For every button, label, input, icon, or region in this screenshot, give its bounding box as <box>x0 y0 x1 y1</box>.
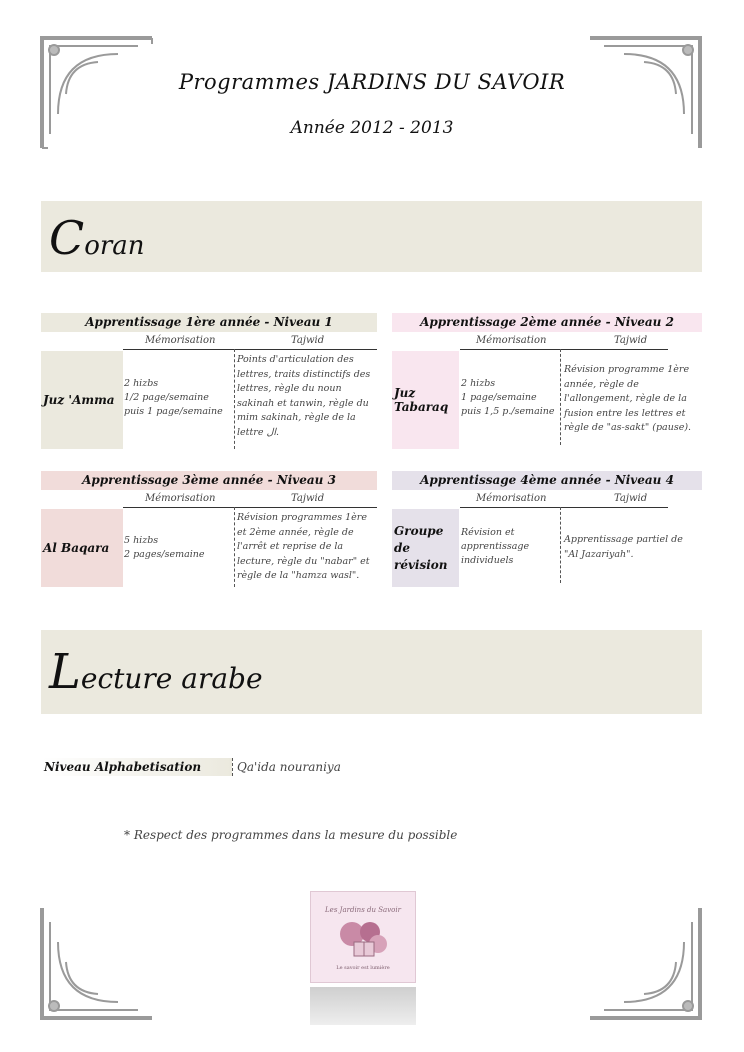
memorisation-text: Révision et apprentissage individuels <box>461 527 530 566</box>
level-label: Juz Tabaraq <box>392 351 459 449</box>
column-divider <box>560 349 561 445</box>
level-label: Al Baqara <box>41 509 123 587</box>
header-rule <box>460 349 668 350</box>
alphabetisation-value: Qa'ida nouraniya <box>232 758 341 776</box>
section-title-lecture: Lecture arabe <box>49 644 263 700</box>
column-divider <box>234 349 235 449</box>
column-header-tajwid: Tajwid <box>291 335 325 346</box>
section-band-coran <box>41 201 702 272</box>
page-subtitle: Année 2012 - 2013 <box>290 118 454 138</box>
column-header-memorisation: Mémorisation <box>145 335 216 346</box>
level-heading: Apprentissage 2ème année - Niveau 2 <box>392 313 702 332</box>
level-heading: Apprentissage 4ème année - Niveau 4 <box>392 471 702 490</box>
column-divider <box>560 507 561 583</box>
memorisation-text: 2 hizbs 1/2 page/semaine puis 1 page/semaine <box>124 378 223 417</box>
memorisation-text: 5 hizbs 2 pages/semaine <box>124 535 205 560</box>
column-divider <box>234 507 235 587</box>
header-rule <box>460 507 668 508</box>
footnote: * Respect des programmes dans la mesure du possible <box>124 828 458 842</box>
tajwid-text: Révision programmes 1ère et 2ème année, règle de l'arrêt et reprise de la lecture, règle du "nabar" et règle de la "hamza wasl". <box>237 512 370 581</box>
level-block-1 <box>41 313 377 449</box>
header-rule <box>123 507 377 508</box>
level-label: Juz 'Amma <box>41 351 123 449</box>
logo-reflection <box>310 987 416 1025</box>
level-block-3 <box>41 471 377 587</box>
column-header-tajwid: Tajwid <box>614 493 648 504</box>
section-band-lecture <box>41 630 702 714</box>
logo-title: Les Jardins du Savoir <box>325 906 401 914</box>
logo <box>310 891 416 983</box>
level-label: Groupe de révision <box>392 509 459 587</box>
level-heading: Apprentissage 3ème année - Niveau 3 <box>41 471 377 490</box>
column-header-memorisation: Mémorisation <box>476 493 547 504</box>
rose-icon <box>334 918 392 960</box>
level-block-4 <box>392 471 702 587</box>
level-block-2 <box>392 313 702 449</box>
corner-ornament-bottom-right <box>586 904 704 1022</box>
tajwid-text: Points d'articulation des lettres, traits distinctifs des lettres, règle du noun sakinah et tanwin, règle du mim sakinah, règle de la lettre ال. <box>237 354 371 438</box>
tajwid-text: Révision programme 1ère année, règle de l'allongement, règle de la fusion entre les lettres et règle de "as-sakt" (pause). <box>564 364 692 433</box>
column-header-memorisation: Mémorisation <box>145 493 216 504</box>
corner-ornament-bottom-left <box>38 904 156 1022</box>
page-title: Programmes JARDINS DU SAVOIR <box>178 70 566 94</box>
header-rule <box>123 349 377 350</box>
column-header-memorisation: Mémorisation <box>476 335 547 346</box>
tajwid-text: Apprentissage partiel de "Al Jazariyah". <box>564 534 683 560</box>
column-header-tajwid: Tajwid <box>291 493 325 504</box>
column-header-tajwid: Tajwid <box>614 335 648 346</box>
logo-tagline: Le savoir est lumière <box>336 965 390 971</box>
memorisation-text: 2 hizbs 1 page/semaine puis 1,5 p./semaine <box>461 378 555 417</box>
level-heading: Apprentissage 1ère année - Niveau 1 <box>41 313 377 332</box>
alphabetisation-label: Niveau Alphabetisation <box>42 758 232 776</box>
section-title-coran: Coran <box>49 211 145 265</box>
